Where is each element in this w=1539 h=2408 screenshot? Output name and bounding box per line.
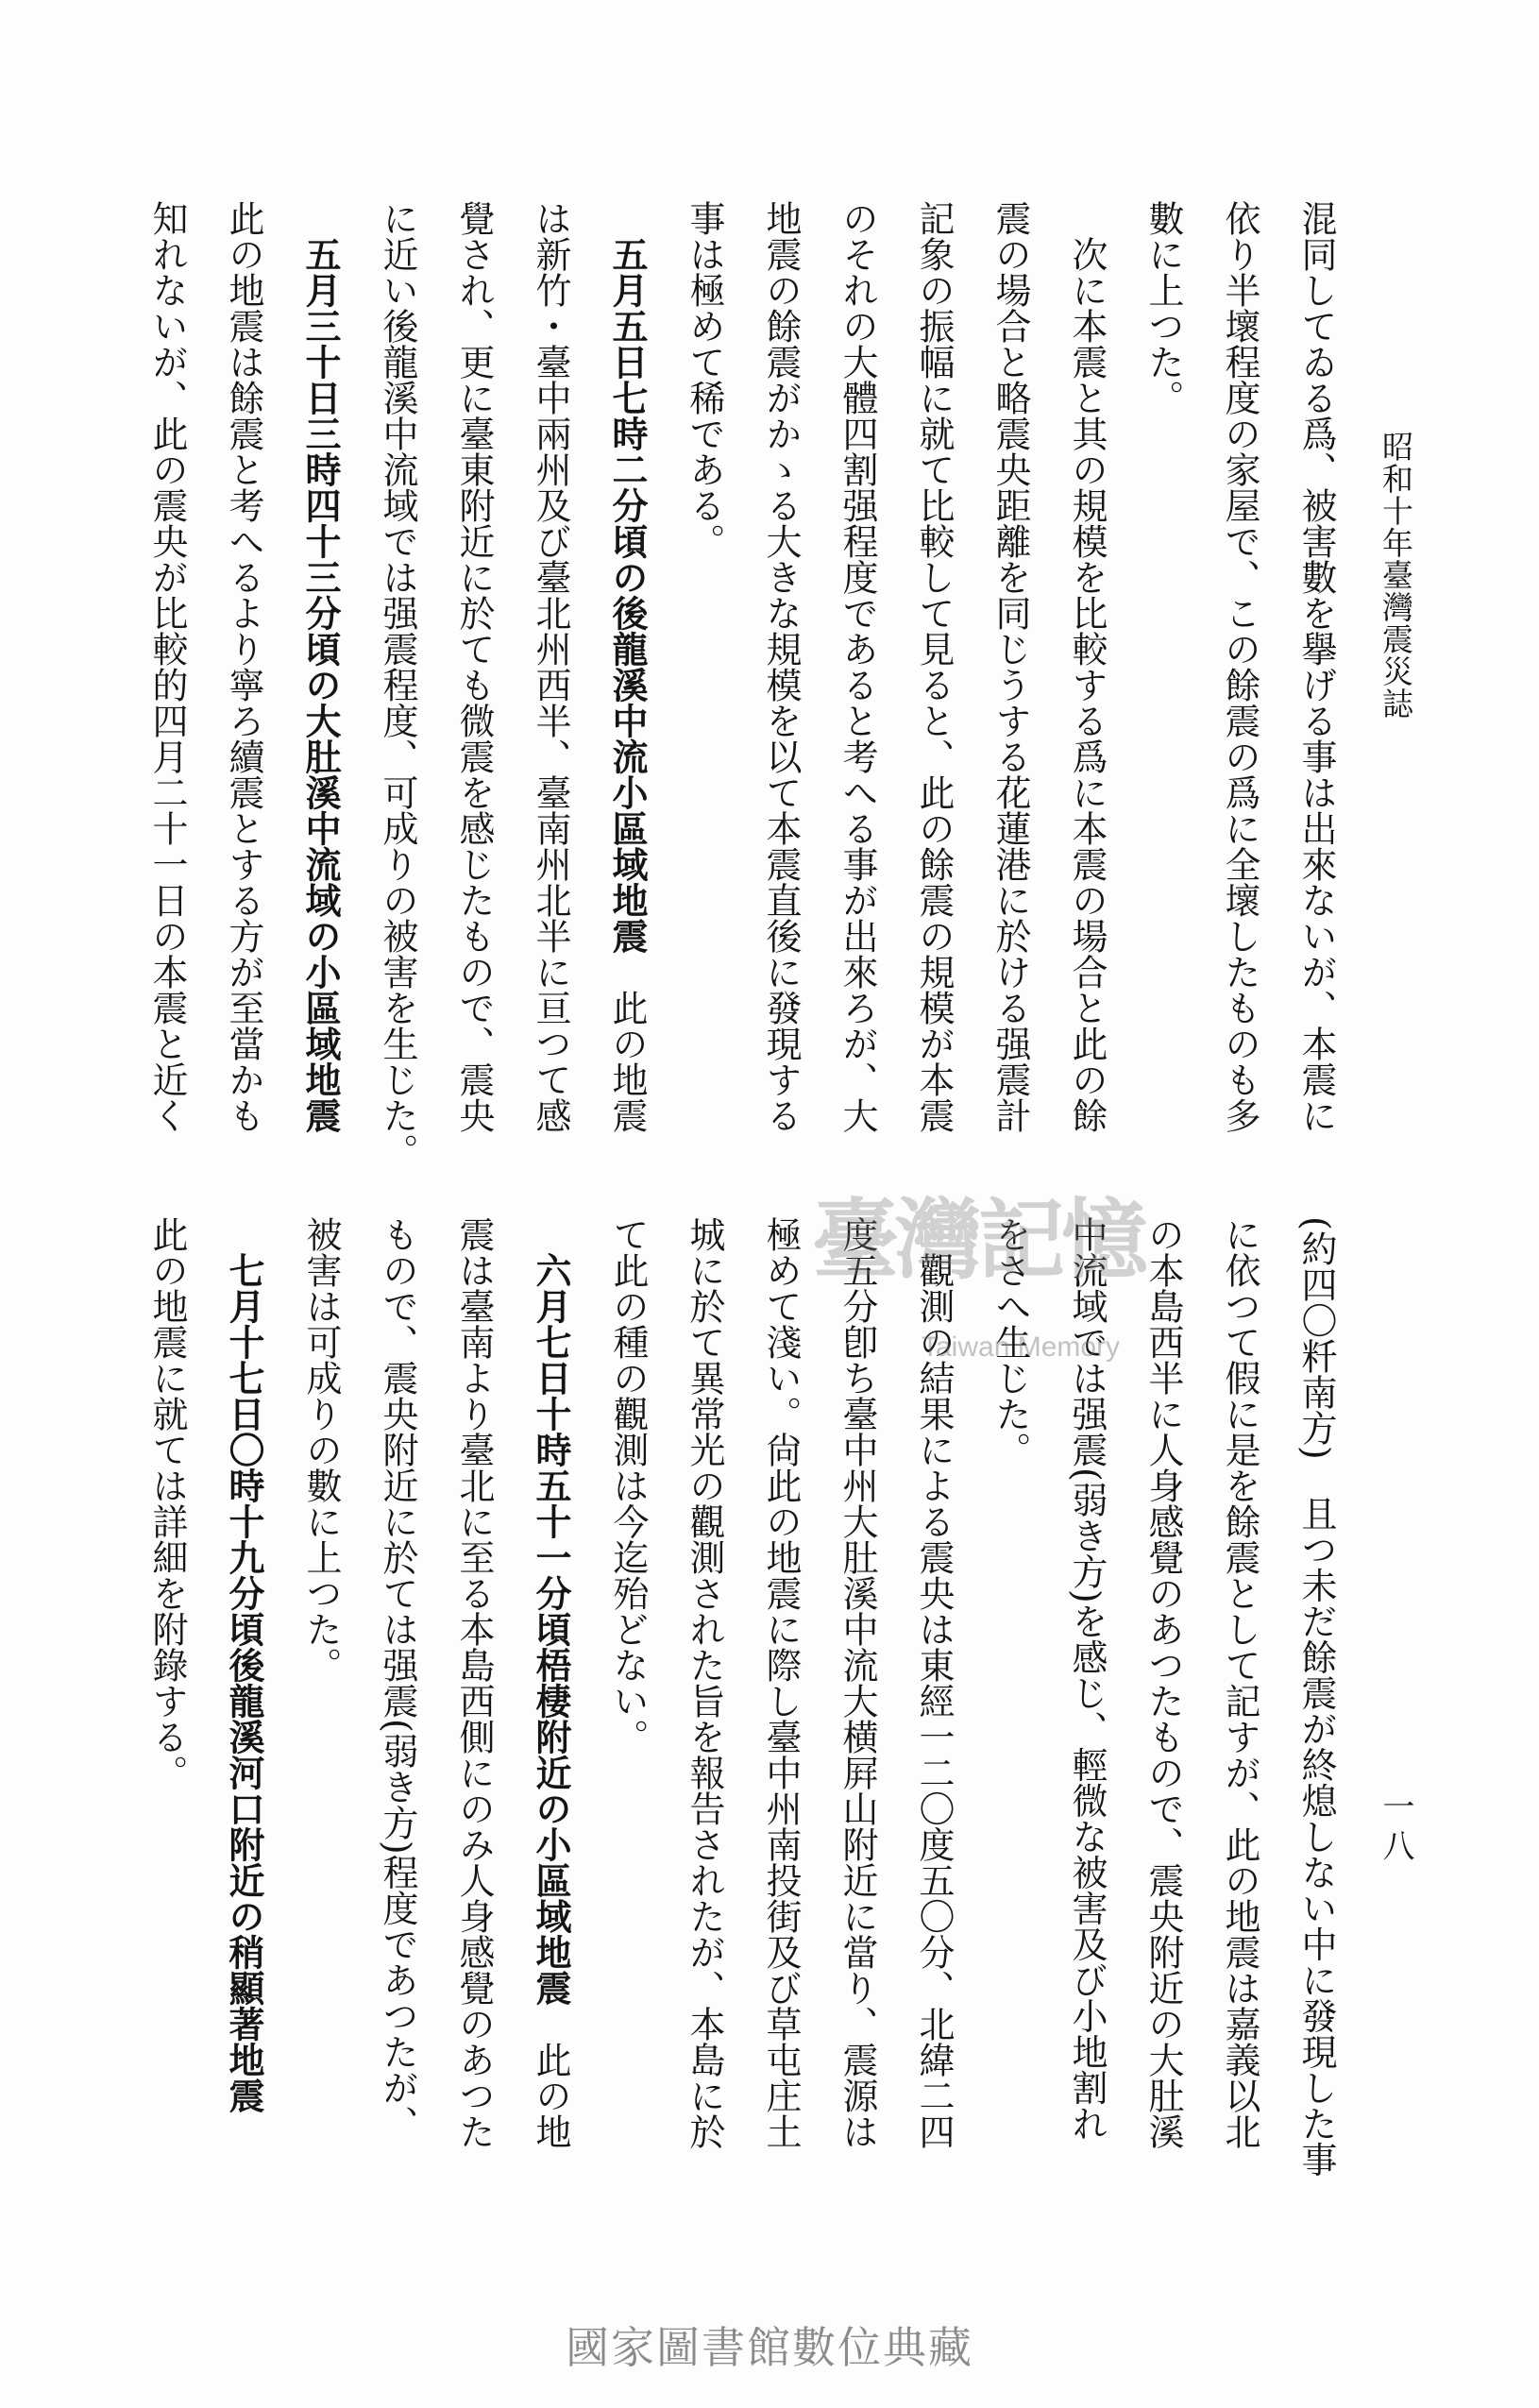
- text-column: 知れないが、此の震央が比較的四月二十一日の本震と近く: [146, 200, 188, 1133]
- text-column: 依り半壞程度の家屋で、この餘震の爲に全壞したものも多: [1219, 200, 1260, 1133]
- watermark-logo-text: 臺灣記憶: [812, 1189, 1145, 1291]
- text-column: のそれの大體四割强程度であると考へる事が出來ろが、大: [837, 200, 878, 1133]
- text-column: 地震の餘震がかゝる大きな規模を以て本震直後に發現する: [760, 200, 802, 1133]
- lower-text-block: [130, 1216, 1354, 2178]
- text-column: 數に上つた。: [1142, 200, 1184, 415]
- page-number: 一八: [1377, 1789, 1414, 1869]
- section-heading: 七月十七日〇時十九分頃後龍溪河口附近の稍顯著地震: [223, 1252, 265, 2113]
- watermark-subtitle: Taiwan Memory: [922, 1331, 1121, 1363]
- running-head: 昭和十年臺灣震災誌: [1378, 431, 1414, 720]
- text-column: もので、震央附近に於ては强震(弱き方)程度であつたが、: [377, 1216, 418, 2142]
- text-column: [281, 200, 359, 1145]
- text-column: をさへ生じた。: [989, 1216, 1031, 1467]
- text-column: て此の種の觀測は今迄殆どない。: [607, 1216, 649, 1755]
- text-column: 事は極めて稀である。: [684, 200, 725, 559]
- text-column: 中流域では强震(弱き方)を感じ、輕微な被害及び小地割れ: [1066, 1216, 1108, 2142]
- section-heading: 五月五日七時二分頃の後龍溪中流小區域地震: [606, 236, 649, 954]
- text-column: [588, 200, 666, 1145]
- text-column: 震は臺南より臺北に至る本島西側にのみ人身感覺のあつた: [453, 1216, 495, 2149]
- text-column: に近い後龍溪中流域では强震程度、可成りの被害を生じた。: [377, 200, 418, 1169]
- text-column: の本島西半に人身感覺のあつたもので、震央附近の大肚溪: [1142, 1216, 1184, 2149]
- text-column: 此の地震は餘震と考へるより寧ろ續震とする方が至當かも: [223, 200, 264, 1133]
- text-column: に依つて假に是を餘震として記すが、此の地震は嘉義以北: [1219, 1216, 1260, 2149]
- text-column: 此の地震に就ては詳細を附錄する。: [146, 1216, 188, 1790]
- text-column: 次に本震と其の規模を比較する爲に本震の場合と此の餘: [1066, 236, 1108, 1133]
- text-column: [512, 1216, 589, 2161]
- column-text: 此の地震: [606, 954, 648, 1133]
- upper-text-block: [130, 200, 1354, 1169]
- text-column: [205, 1216, 282, 2161]
- text-column: 被害は可成りの數に上つた。: [300, 1216, 342, 1683]
- text-column: 記象の振幅に就て比較して見ると、此の餘震の規模が本震: [913, 200, 955, 1133]
- section-heading: 六月七日十時五十一分頃梧棲附近の小區域地震: [530, 1252, 572, 2006]
- text-column: 城に於て異常光の觀測された旨を報告されたが、本島に於: [684, 1216, 725, 2149]
- text-column: 觀測の結果による震央は東經一二〇度五〇分、北緯二四: [913, 1252, 955, 2149]
- text-column: 極めて淺い。尙此の地震に際し臺中州南投街及び草屯庄土: [760, 1216, 802, 2149]
- column-text: 此の地: [530, 2006, 571, 2149]
- text-column: (約四〇粁南方) 且つ未だ餘震が終熄しない中に發現した事: [1295, 1216, 1337, 2178]
- text-column: 混同してゐる爲、被害數を擧げる事は出來ないが、本震に: [1295, 200, 1337, 1133]
- collection-footer: 國家圖書館數位典藏: [566, 2322, 973, 2373]
- text-column: は新竹・臺中兩州及び臺北州西半、臺南州北半に亘つて感: [530, 200, 571, 1133]
- text-column: 震の場合と略震央距離を同じうする花蓮港に於ける强震計: [989, 200, 1031, 1133]
- text-column: 度五分卽ち臺中州大肚溪中流大横屛山附近に當り、震源は: [837, 1216, 878, 2149]
- text-column: 覺され、更に臺東附近に於ても微震を感じたもので、震央: [453, 200, 495, 1133]
- section-heading: 五月三十日三時四十三分頃の大肚溪中流域の小區域地震: [299, 236, 342, 1133]
